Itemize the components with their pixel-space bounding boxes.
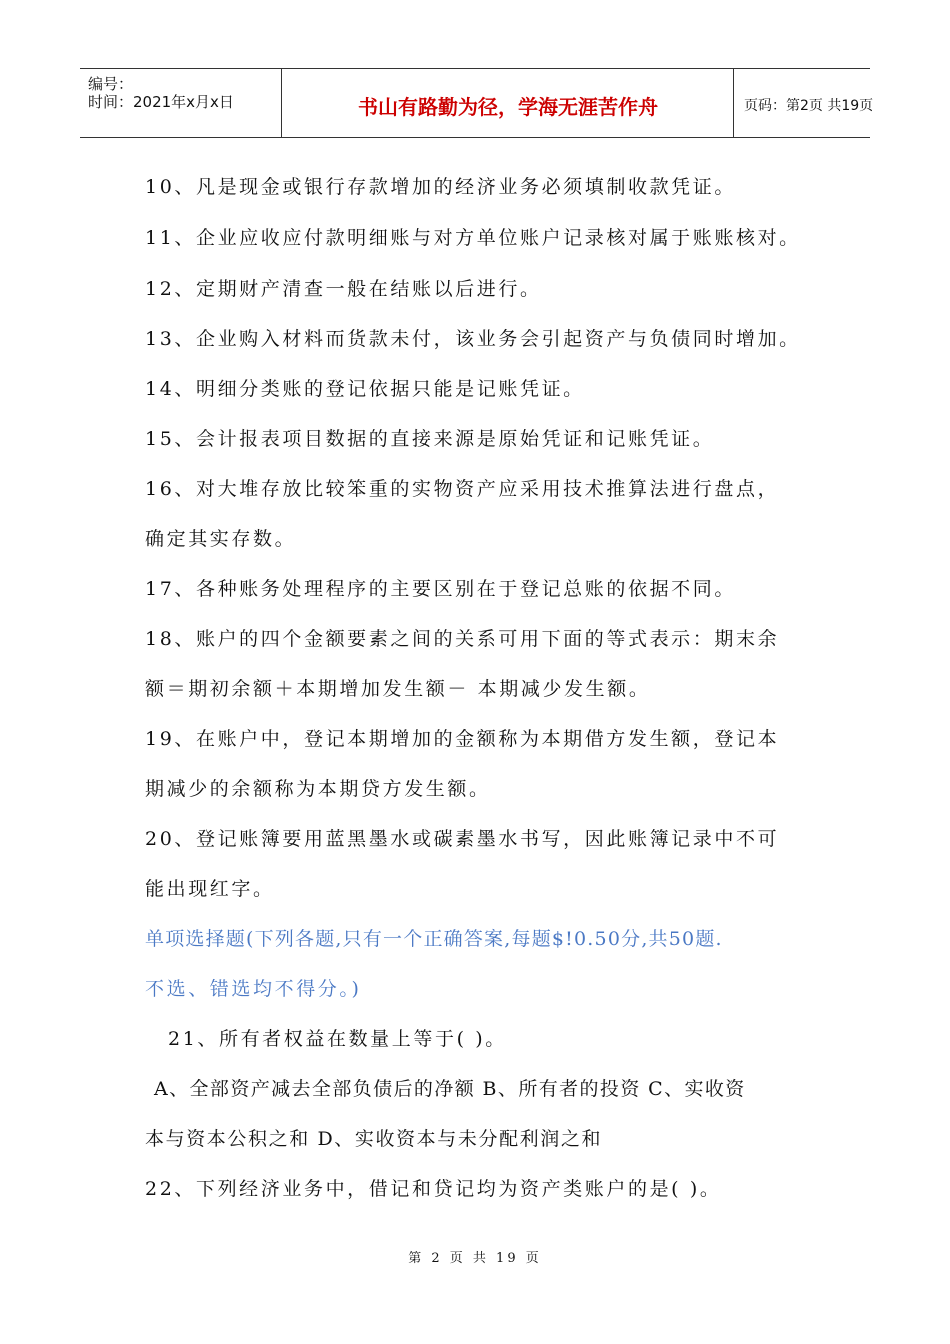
text-line: 19、在账户中，登记本期增加的金额称为本期借方发生额，登记本 [145, 728, 780, 750]
text-line: 11、企业应收应付款明细账与对方单位账户记录核对属于账账核对。 [145, 227, 801, 249]
document-time-label: 时间：2021年x月x日 [88, 93, 234, 111]
page-footer: 第 2 页 共 19 页 [408, 1251, 542, 1266]
text-line: 16、对大堆存放比较笨重的实物资产应采用技术推算法进行盘点， [145, 478, 780, 500]
text-line: 期减少的余额称为本期贷方发生额。 [145, 778, 491, 800]
text-line: 13、企业购入材料而货款未付，该业务会引起资产与负债同时增加。 [145, 328, 801, 350]
header-motto: 书山有路勤为径，学海无涯苦作舟 [358, 95, 658, 119]
text-line: 10、凡是现金或银行存款增加的经济业务必须填制收款凭证。 [145, 176, 736, 198]
header-page-label: 页码：第2页 共19页 [744, 98, 874, 114]
question-21: 21、所有者权益在数量上等于( )。 [168, 1028, 507, 1050]
section-heading-continued: 不选、错选均不得分。) [145, 978, 362, 1000]
question-21-options: A、全部资产减去全部负债后的净额 B、所有者的投资 C、实收资 [154, 1078, 746, 1100]
header-motto-cell [282, 69, 734, 137]
document-number-label: 编号： [88, 75, 134, 93]
question-21-options-continued: 本与资本公积之和 D、实收资本与未分配利润之和 [145, 1128, 603, 1150]
page-header [80, 68, 874, 138]
question-22: 22、下列经济业务中，借记和贷记均为资产类账户的是( )。 [145, 1178, 722, 1200]
text-line: 额＝期初余额＋本期增加发生额－ 本期减少发生额。 [145, 678, 651, 700]
header-info-cell [80, 69, 282, 137]
section-heading: 单项选择题(下列各题,只有一个正确答案,每题$!0.50分,共50题. [145, 928, 723, 950]
header-page-cell [734, 69, 874, 137]
text-line: 能出现红字。 [145, 878, 275, 900]
text-line: 12、定期财产清查一般在结账以后进行。 [145, 278, 542, 300]
text-line: 17、各种账务处理程序的主要区别在于登记总账的依据不同。 [145, 578, 736, 600]
text-line: 15、会计报表项目数据的直接来源是原始凭证和记账凭证。 [145, 428, 715, 450]
text-line: 20、登记账簿要用蓝黑墨水或碳素墨水书写，因此账簿记录中不可 [145, 828, 780, 850]
text-line: 18、账户的四个金额要素之间的关系可用下面的等式表示：期末余 [145, 628, 780, 650]
text-line: 确定其实存数。 [145, 528, 297, 550]
text-line: 14、明细分类账的登记依据只能是记账凭证。 [145, 378, 585, 400]
